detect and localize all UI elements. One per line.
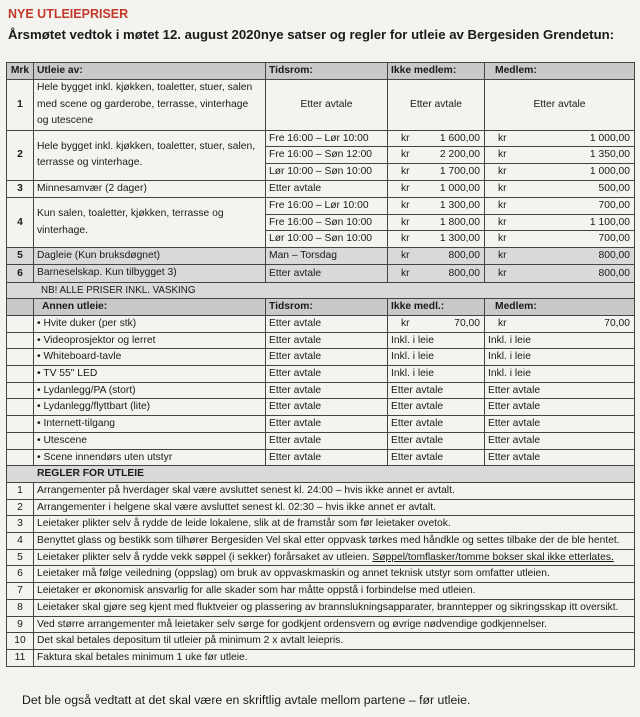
price-non-member-wrap (398, 147, 480, 163)
rule-text-main: Faktura skal betales minimum 1 uke før utleie. (37, 652, 248, 663)
price-member-wrap (495, 231, 630, 247)
amount: 800,00 (598, 267, 630, 279)
rental-mrk: 6 (7, 265, 34, 282)
other-item: • Hvite duker (per stk) (34, 315, 266, 332)
rule-text (34, 633, 635, 650)
price-member: Etter avtale (485, 382, 635, 399)
rental-row (7, 265, 635, 282)
rule-number: 10 (7, 633, 34, 650)
amount: 1 300,00 (439, 200, 480, 212)
rental-tidsrom: Lør 10:00 – Søn 10:00 (266, 231, 388, 248)
rule-text-main: Leietaker plikter selv å rydde vekk søppel (i sekker) forårsaket av utleien. (37, 551, 373, 563)
price-member: Etter avtale (485, 399, 635, 416)
price-member (485, 315, 635, 332)
rule-text (34, 566, 635, 583)
rule-row (7, 650, 635, 667)
price-member-wrap (495, 248, 630, 264)
price-non-member-wrap (398, 131, 480, 147)
price-member-wrap (495, 131, 630, 147)
currency-label: kr (401, 267, 410, 279)
amount: 2 200,00 (439, 149, 480, 161)
rule-row (7, 516, 635, 533)
currency-label: kr (498, 149, 507, 161)
amount: 800,00 (448, 267, 480, 279)
rental-description: Hele bygget inkl. kjøkken, toaletter, stuer, salen med scene og garderobe, terrasse, vinterhage og utescene (34, 79, 266, 130)
price-non-member-wrap (398, 316, 480, 332)
currency-label: kr (498, 166, 507, 178)
price-non-member (388, 248, 485, 265)
other-item: • TV 55" LED (34, 366, 266, 383)
amount: 800,00 (448, 250, 480, 262)
currency-label: kr (401, 200, 410, 212)
rental-mrk: 1 (7, 79, 34, 130)
price-member-wrap (495, 198, 630, 214)
rental-row (7, 79, 635, 130)
other-row (7, 416, 635, 433)
price-non-member: Inkl. i leie (388, 332, 485, 349)
price-non-member: Etter avtale (388, 449, 485, 466)
rule-number: 11 (7, 650, 34, 667)
rental-mrk: 5 (7, 248, 34, 265)
rule-text-main: Arrangementer i helgene skal være avsluttet senest kl. 02:30 – hvis ikke annet er avtalt. (37, 501, 436, 513)
amount: 1 350,00 (589, 149, 630, 161)
blank-cell (7, 332, 34, 349)
price-member-wrap (495, 266, 630, 282)
amount: 1 000,00 (589, 166, 630, 178)
blank-cell (7, 416, 34, 433)
price-non-member: Etter avtale (388, 382, 485, 399)
price-member (485, 130, 635, 147)
amount: 1 600,00 (439, 132, 480, 144)
currency-label: kr (498, 233, 507, 245)
other-row (7, 432, 635, 449)
rule-row (7, 549, 635, 566)
currency-label: kr (498, 132, 507, 144)
rental-description: Hele bygget inkl. kjøkken, toaletter, stuer, salen, terrasse og vinterhage. (34, 130, 266, 180)
amount: 1 100,00 (589, 216, 630, 228)
price-member (485, 164, 635, 181)
rule-row (7, 533, 635, 550)
currency-label: kr (401, 132, 410, 144)
rental-row (7, 180, 635, 197)
other-item: • Whiteboard-tavle (34, 349, 266, 366)
currency-label: kr (401, 149, 410, 161)
price-member: Etter avtale (485, 416, 635, 433)
rule-text (34, 533, 635, 550)
currency-label: kr (498, 250, 507, 262)
other-row (7, 399, 635, 416)
price-member (485, 214, 635, 231)
col-header-ikke-medlem: Ikke medlem: (388, 63, 485, 80)
rule-number: 2 (7, 499, 34, 516)
rule-text-main: Arrangementer på hverdager skal være avsluttet senest kl. 24:00 – hvis ikke annet er avtalt. (37, 484, 455, 496)
other-tidsrom: Etter avtale (266, 332, 388, 349)
rules-header-row (7, 466, 635, 483)
price-non-member-wrap (398, 198, 480, 214)
other-row (7, 366, 635, 383)
price-member-wrap (495, 215, 630, 231)
price-non-member (388, 214, 485, 231)
col-header-annen: Annen utleie: (34, 299, 266, 316)
price-non-member-wrap (398, 181, 480, 197)
price-member: Inkl. i leie (485, 349, 635, 366)
rental-row (7, 248, 635, 265)
currency-label: kr (401, 216, 410, 228)
rule-row (7, 583, 635, 600)
currency-label: kr (401, 233, 410, 245)
rule-row (7, 633, 635, 650)
price-table-body (7, 63, 635, 667)
rental-mrk: 3 (7, 180, 34, 197)
amount: 700,00 (598, 200, 630, 212)
price-member (485, 231, 635, 248)
amount: 70,00 (454, 317, 480, 329)
rule-text-main: Det skal betales depositum til utleier på minimum 2 x avtalt leiepris. (37, 635, 344, 647)
price-non-member-wrap (398, 248, 480, 264)
col-header-mrk: Mrk (7, 63, 34, 80)
price-member: Etter avtale (485, 449, 635, 466)
price-non-member-wrap (398, 266, 480, 282)
other-item: • Scene innendørs uten utstyr (34, 449, 266, 466)
other-tidsrom: Etter avtale (266, 449, 388, 466)
amount: 800,00 (598, 250, 630, 262)
currency-label: kr (498, 267, 507, 279)
amount: 500,00 (598, 183, 630, 195)
rule-text (34, 650, 635, 667)
rule-number: 4 (7, 533, 34, 550)
rule-number: 3 (7, 516, 34, 533)
price-non-member: Inkl. i leie (388, 366, 485, 383)
rule-row (7, 499, 635, 516)
price-non-member (388, 147, 485, 164)
other-item: • Internett-tilgang (34, 416, 266, 433)
amount: 1 800,00 (439, 216, 480, 228)
rule-number: 7 (7, 583, 34, 600)
rental-row (7, 130, 635, 147)
other-row (7, 315, 635, 332)
currency-label: kr (498, 183, 507, 195)
price-table (6, 62, 635, 667)
other-row (7, 449, 635, 466)
rule-row (7, 482, 635, 499)
price-non-member: Etter avtale (388, 399, 485, 416)
price-non-member: Etter avtale (388, 416, 485, 433)
rental-tidsrom: Fre 16:00 – Søn 10:00 (266, 214, 388, 231)
blank-cell (7, 315, 34, 332)
amount: 70,00 (604, 317, 630, 329)
rule-text (34, 516, 635, 533)
other-row (7, 382, 635, 399)
rules-heading: REGLER FOR UTLEIE (7, 466, 635, 483)
other-tidsrom: Etter avtale (266, 416, 388, 433)
col-header-medlem: Medlem: (485, 63, 635, 80)
other-item: • Lydanlegg/flyttbart (lite) (34, 399, 266, 416)
rule-text (34, 616, 635, 633)
price-member (485, 198, 635, 215)
price-non-member-wrap (398, 215, 480, 231)
price-member-wrap (495, 181, 630, 197)
col-header-tidsrom: Tidsrom: (266, 63, 388, 80)
table-header-row (7, 63, 635, 80)
currency-label: kr (498, 317, 507, 329)
currency-label: kr (401, 166, 410, 178)
rental-description: Dagleie (Kun bruksdøgnet) (34, 248, 266, 265)
price-member (485, 147, 635, 164)
other-tidsrom: Etter avtale (266, 349, 388, 366)
rental-row (7, 198, 635, 215)
rental-tidsrom: Etter avtale (266, 265, 388, 282)
rule-text-main: Leietaker skal gjøre seg kjent med fluktveier og plassering av brannslukningsapparater, branntepper og sikringsskap itt oversikt. (37, 601, 619, 613)
rental-description: Kun salen, toaletter, kjøkken, terrasse og vinterhage. (34, 198, 266, 248)
currency-label: kr (498, 200, 507, 212)
document-subtitle: Årsmøtet vedtok i møtet 12. august 2020nye satser og regler for utleie av Bergesiden Grendetun: (8, 27, 615, 42)
price-non-member (388, 265, 485, 282)
currency-label: kr (401, 250, 410, 262)
nb-note-row (7, 282, 635, 299)
col-header-utleie: Utleie av: (34, 63, 266, 80)
currency-label: kr (401, 183, 410, 195)
rule-text-main: Leietaker plikter selv å rydde de leide lokalene, slik at de framstår som før leietaker ovetok. (37, 518, 451, 530)
rule-row (7, 616, 635, 633)
amount: 1 000,00 (589, 132, 630, 144)
other-tidsrom: Etter avtale (266, 382, 388, 399)
rule-text (34, 482, 635, 499)
price-non-member-wrap (398, 164, 480, 180)
price-non-member-wrap (398, 231, 480, 247)
rule-number: 9 (7, 616, 34, 633)
rental-description: Barneselskap. Kun tilbygget 3) (34, 265, 266, 282)
price-member (485, 180, 635, 197)
price-non-member (388, 198, 485, 215)
rule-number: 8 (7, 599, 34, 616)
footer-note: Det ble også vedtatt at det skal være en skriftlig avtale mellom partene – før utleie. (22, 693, 471, 707)
other-item: • Utescene (34, 432, 266, 449)
currency-label: kr (498, 216, 507, 228)
col-header-medlem: Medlem: (485, 299, 635, 316)
price-member (485, 265, 635, 282)
rental-description: Minnesamvær (2 dager) (34, 180, 266, 197)
price-non-member (388, 231, 485, 248)
blank-cell (7, 382, 34, 399)
price-member (485, 248, 635, 265)
rental-tidsrom: Fre 16:00 – Søn 12:00 (266, 147, 388, 164)
amount: 1 700,00 (439, 166, 480, 178)
blank-cell (7, 399, 34, 416)
nb-note: NB! ALLE PRISER INKL. VASKING (7, 282, 635, 299)
rule-text-main: Ved større arrangementer må leietaker selv sørge for godkjent ordensvern og øvrige nødvendige godkjennelser. (37, 618, 547, 630)
other-header-row (7, 299, 635, 316)
amount: 1 000,00 (439, 183, 480, 195)
other-row (7, 349, 635, 366)
price-non-member: Inkl. i leie (388, 349, 485, 366)
rental-tidsrom: Etter avtale (266, 79, 388, 130)
rule-row (7, 599, 635, 616)
blank-cell (7, 366, 34, 383)
price-non-member (388, 180, 485, 197)
rental-mrk: 2 (7, 130, 34, 180)
other-item: • Lydanlegg/PA (stort) (34, 382, 266, 399)
rental-tidsrom: Etter avtale (266, 180, 388, 197)
currency-label: kr (401, 317, 410, 329)
other-row (7, 332, 635, 349)
rule-text-main: Leietaker må følge veiledning (oppslag) om bruk av oppvaskmaskin og annet teknisk utstyr som omfatter utleien. (37, 568, 550, 580)
price-non-member: Etter avtale (388, 79, 485, 130)
rule-text (34, 549, 635, 566)
rule-text-underlined: Søppel/tomflasker/tomme bokser skal ikke etterlates. (372, 551, 614, 563)
rule-text-main: Benyttet glass og bestikk som tilhører Bergesiden Vel skal etter oppvask tørkes med håndkle og settes tilbake der de ble hentet. (37, 535, 620, 547)
blank-cell (7, 299, 34, 316)
price-non-member (388, 315, 485, 332)
col-header-tidsrom: Tidsrom: (266, 299, 388, 316)
rental-tidsrom: Fre 16:00 – Lør 10:00 (266, 130, 388, 147)
blank-cell (7, 349, 34, 366)
rental-tidsrom: Fre 16:00 – Lør 10:00 (266, 198, 388, 215)
rule-text (34, 599, 635, 616)
rule-text-main: Leietaker er økonomisk ansvarlig for alle skader som har måtte oppstå i forbindelse med utleien. (37, 585, 476, 597)
price-member-wrap (495, 316, 630, 332)
price-member-wrap (495, 164, 630, 180)
document-title: NYE UTLEIEPRISER (8, 7, 129, 21)
rule-number: 5 (7, 549, 34, 566)
rule-number: 6 (7, 566, 34, 583)
col-header-ikke-medlem: Ikke medl.: (388, 299, 485, 316)
rental-mrk: 4 (7, 198, 34, 248)
rule-text (34, 499, 635, 516)
price-non-member (388, 130, 485, 147)
amount: 700,00 (598, 233, 630, 245)
amount: 1 300,00 (439, 233, 480, 245)
rental-tidsrom: Man – Torsdag (266, 248, 388, 265)
rental-tidsrom: Lør 10:00 – Søn 10:00 (266, 164, 388, 181)
blank-cell (7, 432, 34, 449)
price-member: Etter avtale (485, 79, 635, 130)
rule-text (34, 583, 635, 600)
other-item: • Videoprosjektor og lerret (34, 332, 266, 349)
blank-cell (7, 449, 34, 466)
price-member: Inkl. i leie (485, 366, 635, 383)
rule-number: 1 (7, 482, 34, 499)
price-member: Etter avtale (485, 432, 635, 449)
other-tidsrom: Etter avtale (266, 366, 388, 383)
other-tidsrom: Etter avtale (266, 399, 388, 416)
price-non-member (388, 164, 485, 181)
other-tidsrom: Etter avtale (266, 315, 388, 332)
price-non-member: Etter avtale (388, 432, 485, 449)
other-tidsrom: Etter avtale (266, 432, 388, 449)
rule-row (7, 566, 635, 583)
price-member: Inkl. i leie (485, 332, 635, 349)
price-member-wrap (495, 147, 630, 163)
